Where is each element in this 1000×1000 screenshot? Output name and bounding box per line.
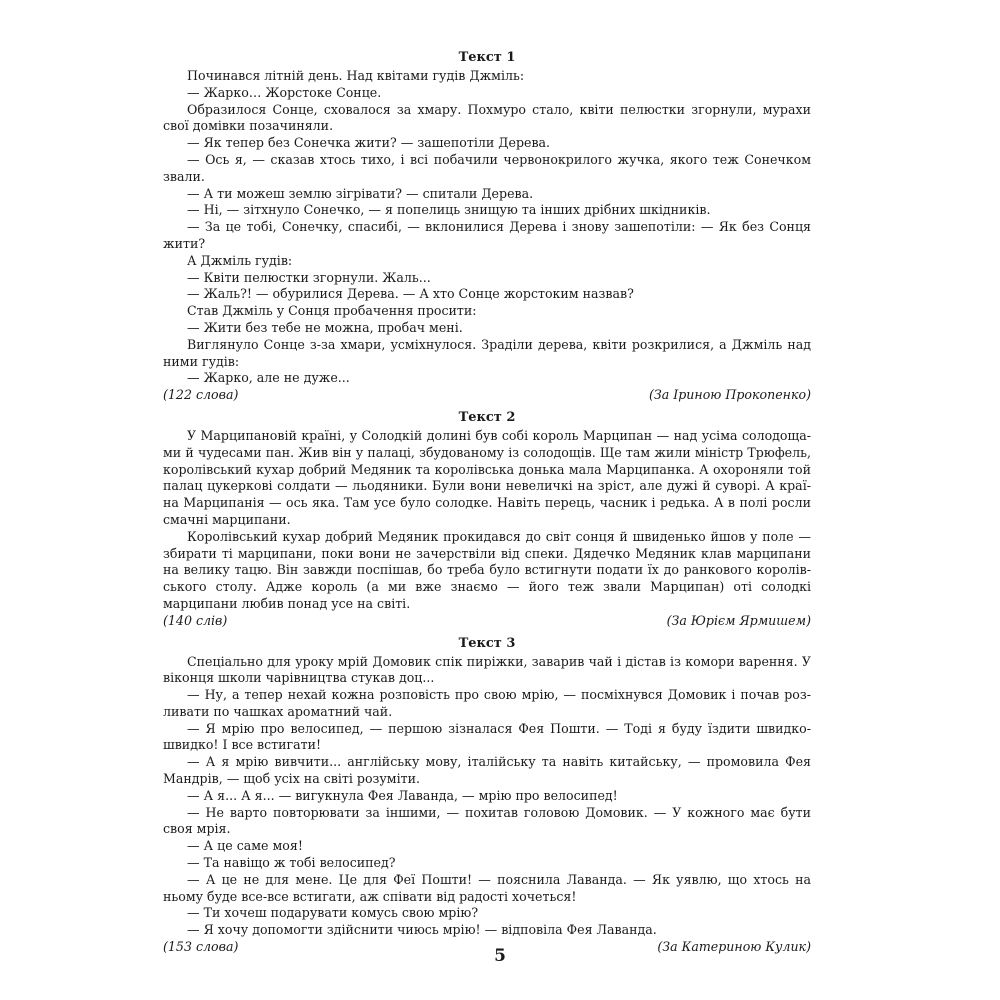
text-3-paragraph: — А це саме моя! [187, 838, 303, 854]
text-3-paragraph: — А я мрію вивчити... англійську мову, італійську та навіть китайську, — промовила Фея Мандрів, — щоб усіх на світі розуміти. [163, 754, 811, 787]
text-2-source: (За Юрієм Ярмишем) [666, 612, 811, 628]
text-1-paragraph: Починався літній день. Над квітами гудів Джміль: [187, 68, 525, 83]
text-3-paragraph: — Я хочу допомогти здійснити чиюсь мрію! — відповіла Фея Лаванда. [187, 922, 657, 938]
text-1-paragraph: — За це тобі, Сонечку, спасибі, — вклонилися Дерева і знову зашепотіли: — Як без Сонця жити? [163, 219, 811, 251]
text-1-section [163, 50, 811, 404]
text-1-paragraph: Став Джміль у Сонця пробачення просити: [187, 303, 477, 319]
text-3-paragraph: — Я мрію про велосипед, — першою зізналася Фея Пошти. — Тоді я буду їздити швидко-швидко! І все встигати! [163, 720, 811, 753]
text-1-paragraph: — Квіти пелюстки згорнули. Жаль... [187, 269, 431, 285]
text-2-credits [163, 613, 811, 630]
text-3-source: (За Катериною Кулик) [657, 939, 811, 955]
text-3-paragraph: — Не варто повторювати за іншими, — похитав головою Домовик. — У кожного має бути своя мрія. [163, 804, 811, 837]
text-3-paragraph: — А це не для мене. Це для Феї Пошти! — пояснила Лаванда. — Як уявлю, що хтось на ньому буде все-все встигати, аж співати від радості хочеться! [163, 871, 811, 904]
text-3-paragraph: — Ну, а тепер нехай кожна розповість про свою мрію, — посміхнувся Домовик і почав розливати по чашках ароматний чай. [163, 687, 811, 719]
text-2-paragraph: Королівський кухар добрий Медяник прокидався до світ сонця й швиденько йшов у поле — збирати ті марципани, поки вони не зачерствіли від спеки. Дядечко Медяник клав марципани на велику тацю. Він завжди поспішав, бо треба було встигнути подати їх до ранкового королівського столу. Адже король (а ми вже знаємо — його теж звали Марципан) оті солодкі марципани любив понад усе на світі. [163, 528, 811, 611]
page-content [163, 50, 811, 956]
text-3-paragraph: — А я... А я... — вигукнула Фея Лаванда, — мрію про велосипед! [187, 787, 618, 803]
text-1-paragraph: — Жарко… Жорстоке Сонце. [187, 84, 382, 100]
text-1-paragraph: — А ти можеш землю зігрівати? — спитали Дерева. [187, 185, 534, 201]
text-3-heading: Текст 3 [458, 635, 516, 651]
text-1-paragraph: — Ось я, — сказав хтось тихо, і всі побачили червонокрилого жучка, якого теж Сонечком звали. [163, 151, 811, 184]
text-1-paragraph: Виглянуло Сонце з-за хмари, усміхнулося. Зраділи дерева, квіти розкрилися, а Джміль над ними гудів: [163, 336, 811, 369]
text-1-paragraph: — Як тепер без Сонечка жити? — зашепотіли Дерева. [187, 135, 551, 151]
text-2-heading: Текст 2 [458, 409, 516, 425]
text-3-paragraph: — Ти хочеш подарувати комусь свою мрію? [187, 905, 479, 921]
text-1-paragraph: — Жарко, але не дуже... [187, 370, 350, 386]
text-1-paragraph: — Жаль?! — обурилися Дерева. — А хто Сонце жорстоким назвав? [187, 286, 634, 302]
text-1-source: (За Іриною Прокопенко) [649, 387, 811, 403]
text-3-word-count: (153 слова) [163, 939, 239, 955]
page-number: 5 [494, 946, 506, 966]
text-1-heading: Текст 1 [458, 50, 516, 65]
text-1-paragraph: Образилося Сонце, сховалося за хмару. Похмуро стало, квіти пелюстки згорнули, мурахи свої домівки позачиняли. [163, 101, 811, 134]
text-1-paragraph: А Джміль гудів: [187, 252, 293, 268]
text-1-paragraph: — Ні, — зітхнуло Сонечко, — я попелиць знищую та інших дрібних шкідників. [187, 202, 711, 218]
text-2-word-count: (140 слів) [163, 612, 228, 628]
text-2-section [163, 410, 811, 630]
text-2-paragraph: У Марципановій країні, у Солодкій долині був собі король Марципан — над усіма солодощами й чудесами пан. Жив він у палаці, збудованому із солодощів. Ще там жили міністр Трюфель, королівський кухар добрий Медяник та королівська донька мала Марципанка. А охороняли той палац цукеркові солдати — льодяники. Були вони невеличкі на зріст, але дужі й суворі. А країна Марципанія — ось яка. Там усе було солодке. Навіть перець, часник і редька. А в полі росли смачні марципани. [163, 427, 811, 527]
text-3-section [163, 636, 811, 956]
text-1-word-count: (122 слова) [163, 387, 239, 403]
text-1-paragraph: — Жити без тебе не можна, пробач мені. [187, 319, 463, 335]
text-3-paragraph: Спеціально для уроку мрій Домовик спік пиріжки, заварив чай і дістав із комори варення. У віконця школи чарівництва стукав доц... [163, 653, 811, 686]
text-1-credits [163, 387, 811, 404]
text-3-paragraph: — Та навіщо ж тобі велосипед? [187, 855, 396, 871]
